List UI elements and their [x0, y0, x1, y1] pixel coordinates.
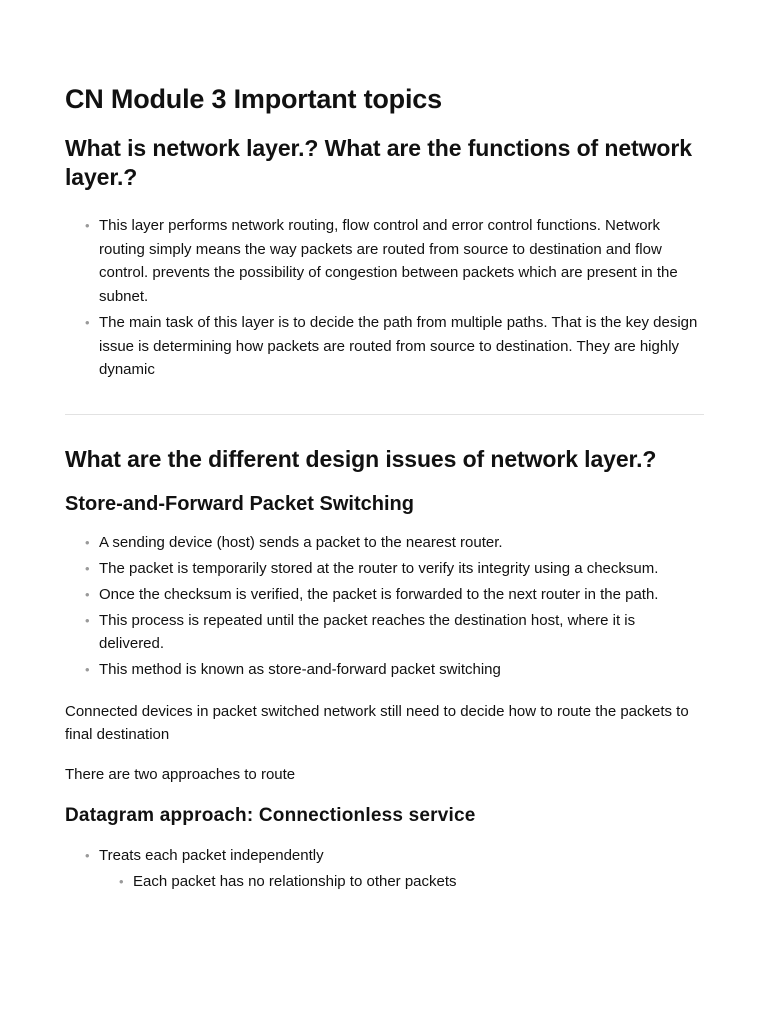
network-layer-functions-list: [65, 214, 704, 382]
list-item-text: A sending device (host) sends a packet to the nearest router.: [99, 533, 503, 551]
subheading-datagram-approach: Datagram approach: Connectionless service: [65, 805, 476, 826]
section-heading-network-layer: What is network layer.? What are the functions of network layer.?: [65, 135, 692, 190]
datagram-list: [65, 844, 704, 893]
list-item: [85, 557, 704, 581]
bullet-icon: •: [85, 534, 90, 550]
list-item: [85, 311, 704, 382]
bullet-icon: •: [85, 560, 90, 576]
list-item-text: Treats each packet independently: [99, 847, 324, 864]
nested-list-item: [119, 870, 704, 894]
bullet-icon: •: [85, 586, 90, 602]
list-item-text: Once the checksum is verified, the packet is forwarded to the next router in the path.: [99, 585, 659, 603]
paragraph-two-approaches: There are two approaches to route: [65, 765, 296, 783]
bullet-icon: •: [85, 612, 90, 628]
document-title: CN Module 3 Important topics: [65, 84, 442, 114]
list-item: [85, 583, 704, 607]
bullet-icon: •: [85, 315, 90, 330]
paragraph-routing-decision: Connected devices in packet switched network still need to decide how to route the packets to final destination: [65, 702, 689, 743]
list-item: [85, 609, 704, 656]
bullet-icon: •: [85, 662, 90, 677]
bullet-icon: •: [85, 848, 90, 863]
subheading-store-and-forward: Store-and-Forward Packet Switching: [65, 492, 414, 515]
bullet-icon: •: [119, 873, 124, 889]
list-item-text: This layer performs network routing, flow control and error control functions. Network routing simply means the way packets are routed from source to destination and flow control. prevents the possibility of congestion between packets which are present in the subnet.: [99, 217, 678, 305]
section-divider: [65, 414, 704, 415]
list-item-text: This method is known as store-and-forward packet switching: [99, 661, 501, 678]
store-and-forward-list: [65, 531, 704, 682]
list-item-text: This process is repeated until the packet reaches the destination host, where it is delivered.: [99, 611, 636, 652]
section-heading-design-issues: What are the different design issues of network layer.?: [65, 445, 657, 472]
list-item: [85, 844, 704, 893]
list-item: [85, 214, 704, 308]
list-item-text: The main task of this layer is to decide the path from multiple paths. That is the key design issue is determining how packets are routed from source to destination. They are highly dynamic: [99, 314, 698, 378]
list-item-text: Each packet has no relationship to other packets: [133, 872, 457, 890]
list-item: [85, 531, 704, 555]
list-item-text: The packet is temporarily stored at the router to verify its integrity using a checksum.: [99, 559, 659, 577]
bullet-icon: •: [85, 218, 90, 233]
nested-list: [99, 870, 704, 894]
list-item: [85, 658, 704, 682]
